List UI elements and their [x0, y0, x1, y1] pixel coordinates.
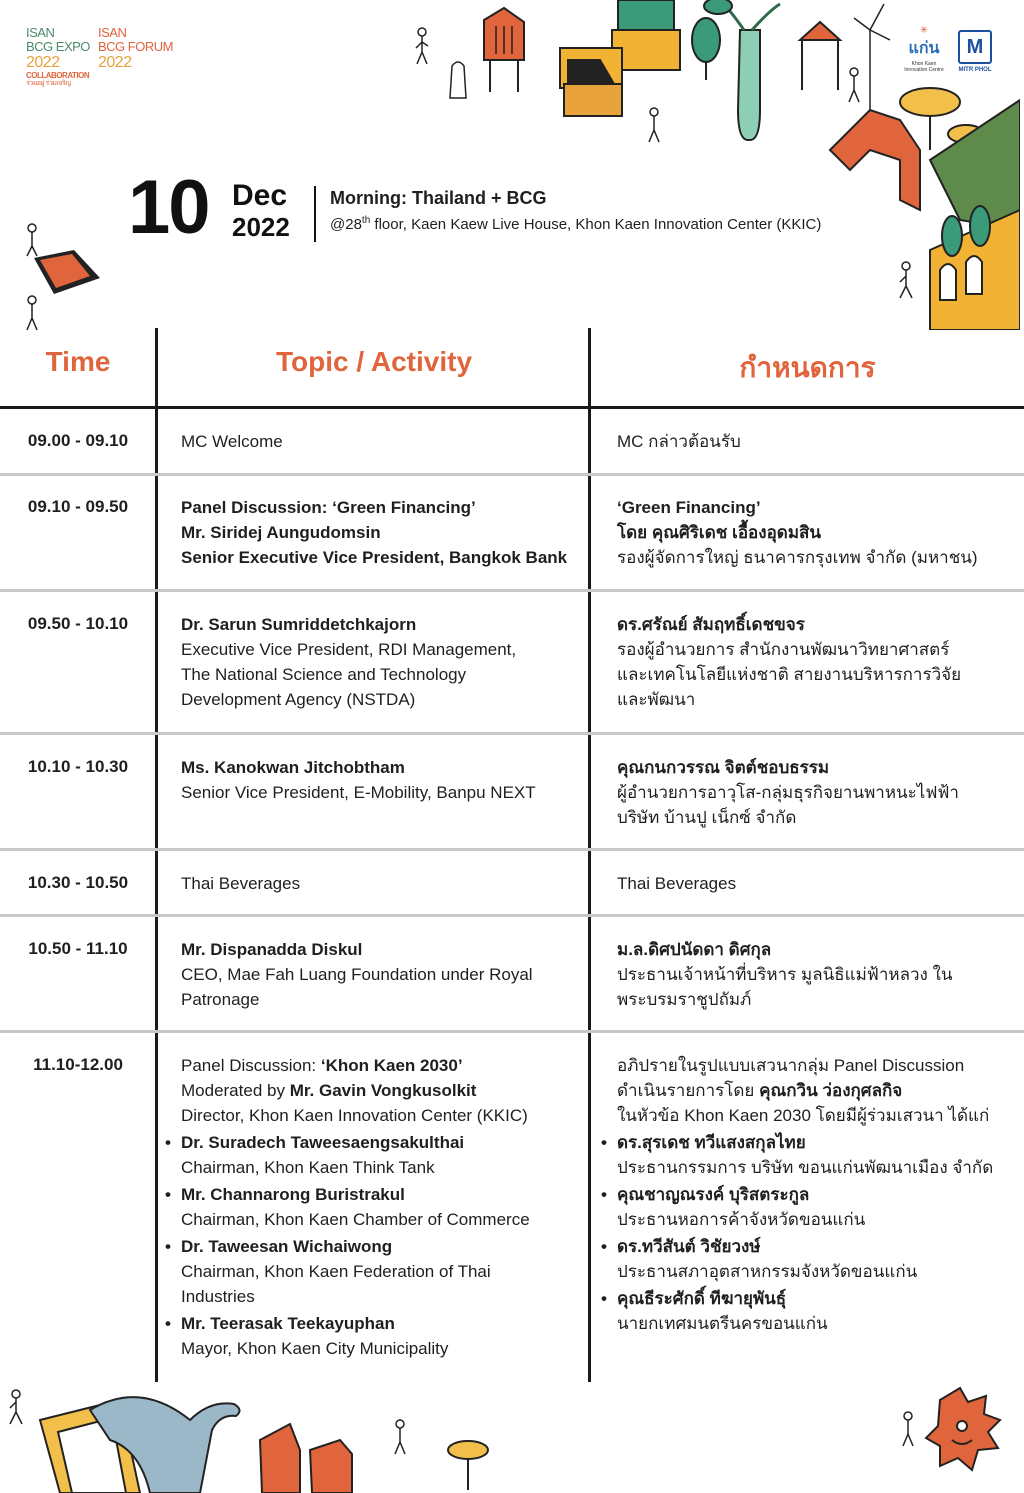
row-topic-en — [181, 871, 300, 896]
row-topic-th — [617, 937, 953, 1012]
moderator-name: Mr. Gavin Vongkusolkit — [289, 1081, 477, 1100]
topic-th-line: Thai Beverages — [617, 874, 737, 893]
mitr-phol-mark-icon: M — [958, 30, 992, 64]
column-header-time: Time — [45, 346, 111, 377]
column-header-thai: กำหนดการ — [739, 352, 876, 383]
row-topic-th — [617, 871, 736, 896]
topic-en-line: Dr. Sarun Sumriddetchkajorn — [181, 615, 417, 634]
orange-hut-icon — [484, 8, 524, 92]
panelist-role: Chairman, Khon Kaen Federation of Thai — [181, 1262, 491, 1281]
topic-en-line: Senior Executive Vice President, Bangkok Bank — [181, 548, 568, 567]
vase-plant-icon — [704, 0, 780, 140]
bottom-illustration — [0, 1380, 1024, 1493]
topic-en-line: Senior Vice President, E-Mobility, Banpu NEXT — [181, 783, 536, 802]
topic-th-line: และพัฒนา — [617, 690, 696, 709]
row-time: 09.50 - 10.10 — [27, 614, 129, 633]
topic-th-line: คุณกนกวรรณ จิตต์ชอบธรรม — [617, 758, 830, 777]
row-rule — [0, 1030, 1024, 1033]
topic-th-line: ในหัวข้อ Khon Kaen 2030 โดยมีผู้ร่วมเสวนา ได้แก่ — [617, 1106, 990, 1125]
topic-th-line: อภิปรายในรูปแบบเสวนากลุ่ม Panel Discussion — [617, 1056, 965, 1075]
walking-person-icon — [27, 224, 37, 330]
row-topic-th — [617, 429, 741, 454]
event-year: 2022 — [232, 212, 290, 242]
panelist-name-th: • คุณชาญณรงค์ บุริสตระกูล — [617, 1182, 993, 1207]
row-time: 10.50 - 11.10 — [28, 939, 128, 958]
topic-en-line: Mr. Dispanadda Diskul — [181, 940, 363, 959]
event-day: 10 — [128, 165, 209, 250]
topic-en-line: Development Agency (NSTDA) — [181, 690, 416, 709]
event-month: Dec — [232, 179, 288, 212]
panelist-name-th: • ดร.สุรเดช ทวีแสงสกุลไทย — [617, 1130, 993, 1155]
panelist-name: • Dr. Taweesan Wichaiwong — [181, 1234, 530, 1259]
row-time: 09.10 - 09.50 — [27, 497, 129, 516]
topic-th-text: ดำเนินรายการโดย — [617, 1081, 760, 1100]
venue-rest: floor, Kaen Kaew Live House, Khon Kaen Innovation Center (KKIC) — [370, 216, 822, 233]
topic-en-line: Patronage — [181, 990, 260, 1009]
tent-icon — [800, 22, 840, 90]
panelist-role: Mayor, Khon Kaen City Municipality — [181, 1339, 449, 1358]
row-rule — [0, 732, 1024, 735]
tree-icon — [692, 18, 720, 80]
expo-logo-year: 2022 — [26, 54, 60, 71]
forum-logo-year: 2022 — [98, 54, 132, 71]
topic-th-line: และเทคโนโลยีแห่งชาติ สายงานบริหารการวิจัย — [617, 665, 962, 684]
panelist-name-th: • คุณธีระศักดิ์ ทีฆายุพันธุ์ — [617, 1286, 993, 1311]
stacked-cylinders-icon — [560, 0, 680, 116]
topic-th-line: พระบรมราชูปถัมภ์ — [617, 990, 752, 1009]
walking-person-icon — [649, 68, 912, 298]
orange-cabin-icon — [260, 1424, 352, 1493]
row-topic-en — [181, 495, 567, 570]
topic-en-line: Panel Discussion: ‘Green Financing’ — [181, 498, 476, 517]
expo-logo-line2: BCG EXPO — [26, 39, 90, 54]
topic-th-line: ผู้อำนวยการอาวุโส-กลุ่มธุรกิจยานพาหนะไฟฟ้า — [617, 783, 959, 802]
topic-th-line: รองผู้อำนวยการ สำนักงานพัฒนาวิทยาศาสตร์ — [617, 640, 950, 659]
top-illustration — [400, 0, 1020, 330]
row-rule — [0, 914, 1024, 917]
topic-th-line: ประธานเจ้าหน้าที่บริหาร มูลนิธิแม่ฟ้าหลวง ใน — [617, 965, 953, 984]
session-title: Morning: Thailand + BCG — [330, 188, 547, 208]
row-time: 10.30 - 10.50 — [27, 873, 129, 892]
topic-th-line: รองผู้จัดการใหญ่ ธนาคารกรุงเทพ จำกัด (มหาชน) — [617, 548, 978, 567]
walking-person-icon — [416, 28, 428, 64]
panelist-name-th: • ดร.ทวีสันต์ วิชัยวงษ์ — [617, 1234, 993, 1259]
topic-en-line: Ms. Kanokwan Jitchobtham — [181, 758, 405, 777]
topic-en-line: Executive Vice President, RDI Management, — [181, 640, 517, 659]
topic-en-line — [181, 1078, 530, 1103]
row-topic-en — [181, 612, 516, 712]
windmill-icon — [854, 4, 890, 110]
topic-en-line: The National Science and Technology — [181, 665, 467, 684]
kaen-logo-name: แก่น — [908, 40, 940, 57]
row-time: 09.00 - 09.10 — [27, 431, 129, 450]
kaen-logo-sub: Khon Kaen Innovation Centre — [904, 61, 944, 73]
topic-en-line: Mr. Siridej Aungudomsin — [181, 523, 381, 542]
topic-th-line: ม.ล.ดิศปนัดดา ดิศกุล — [617, 940, 772, 959]
topic-th-line: ดร.ศรัณย์ สัมฤทธิ์เดชขจร — [617, 615, 805, 634]
row-topic-en — [181, 1053, 530, 1361]
row-topic-th — [617, 1053, 993, 1336]
topic-en-line: Director, Khon Kaen Innovation Center (KKIC) — [181, 1106, 528, 1125]
mitr-phol-name: MITR PHOL — [958, 67, 992, 73]
expo-logo-line1: ISAN — [26, 25, 55, 40]
arched-building-icon — [930, 206, 1020, 330]
topic-th-line: MC กล่าวต้อนรับ — [617, 432, 741, 451]
topic-en-line: CEO, Mae Fah Luang Foundation under Royal — [181, 965, 533, 984]
column-header-topic: Topic / Activity — [275, 346, 473, 377]
topic-en-text: Panel Discussion: — [181, 1056, 321, 1075]
row-rule — [0, 473, 1024, 476]
leaf-mascot-icon — [926, 1388, 1000, 1470]
left-stair-illustration — [18, 222, 108, 342]
topic-en-line — [181, 1053, 530, 1078]
topic-en-text: Moderated by — [181, 1081, 290, 1100]
panelist-name: • Mr. Teerasak Teekayuphan — [181, 1311, 530, 1336]
venue-ordinal: th — [361, 215, 371, 226]
kaen-logo-mark-icon: ✳ — [919, 25, 929, 36]
isan-bcg-expo-logo — [26, 26, 96, 88]
header-divider — [314, 186, 316, 242]
row-topic-th — [617, 495, 978, 570]
row-topic-th — [617, 612, 961, 712]
topic-en-bold: ‘Khon Kaen 2030’ — [320, 1056, 463, 1075]
topic-th-line: โดย คุณศิริเดช เอื้องอุดมสิน — [617, 523, 822, 542]
panelist-role-th: ประธานสภาอุตสาหกรรมจังหวัดขอนแก่น — [617, 1262, 918, 1281]
topic-en-line: Thai Beverages — [181, 874, 301, 893]
column-divider-1 — [155, 328, 158, 1382]
topic-en-line: MC Welcome — [181, 432, 283, 451]
panelist-role-th: ประธานหอการค้าจังหวัดขอนแก่น — [617, 1210, 866, 1229]
header-rule — [0, 406, 1024, 409]
topic-th-line — [617, 1078, 993, 1103]
row-rule — [0, 848, 1024, 851]
topic-th-line: บริษัท บ้านปู เน็กซ์ จำกัด — [617, 808, 797, 827]
forum-logo-line2: BCG FORUM — [98, 39, 173, 54]
row-topic-en — [181, 755, 536, 805]
row-rule — [0, 589, 1024, 592]
panelist-role: Chairman, Khon Kaen Chamber of Commerce — [181, 1210, 530, 1229]
column-divider-2 — [588, 328, 591, 1382]
row-topic-en — [181, 429, 283, 454]
panelist-role: Industries — [181, 1287, 255, 1306]
venue-prefix: @28 — [330, 216, 362, 233]
forum-logo-line1: ISAN — [98, 25, 127, 40]
hooded-figure-icon — [450, 62, 466, 98]
row-time: 10.10 - 10.30 — [27, 757, 129, 776]
flower-umbrella-icon — [448, 1441, 488, 1490]
expo-logo-tagline: ร่วมอยู่ ร่วมเจริญ — [26, 80, 71, 87]
panelist-name: • Mr. Channarong Buristrakul — [181, 1182, 530, 1207]
panelist-role: Chairman, Khon Kaen Think Tank — [181, 1158, 435, 1177]
panelist-role-th: ประธานกรรมการ บริษัท ขอนแก่นพัฒนาเมือง จำกัด — [617, 1158, 994, 1177]
isan-bcg-forum-logo — [98, 26, 188, 71]
panelist-role-th: นายกเทศมนตรีนครขอนแก่น — [617, 1314, 828, 1333]
row-topic-en — [181, 937, 533, 1012]
moderator-name-th: คุณกวิน ว่องกุศลกิจ — [759, 1081, 903, 1100]
venue-line — [330, 215, 821, 233]
expo-logo-collab: COLLABORATION — [26, 71, 90, 80]
topic-th-line: ‘Green Financing’ — [617, 498, 761, 517]
row-topic-th — [617, 755, 959, 830]
panelist-name: • Dr. Suradech Taweesaengsakulthai — [181, 1130, 530, 1155]
row-time: 11.10-12.00 — [33, 1055, 123, 1074]
